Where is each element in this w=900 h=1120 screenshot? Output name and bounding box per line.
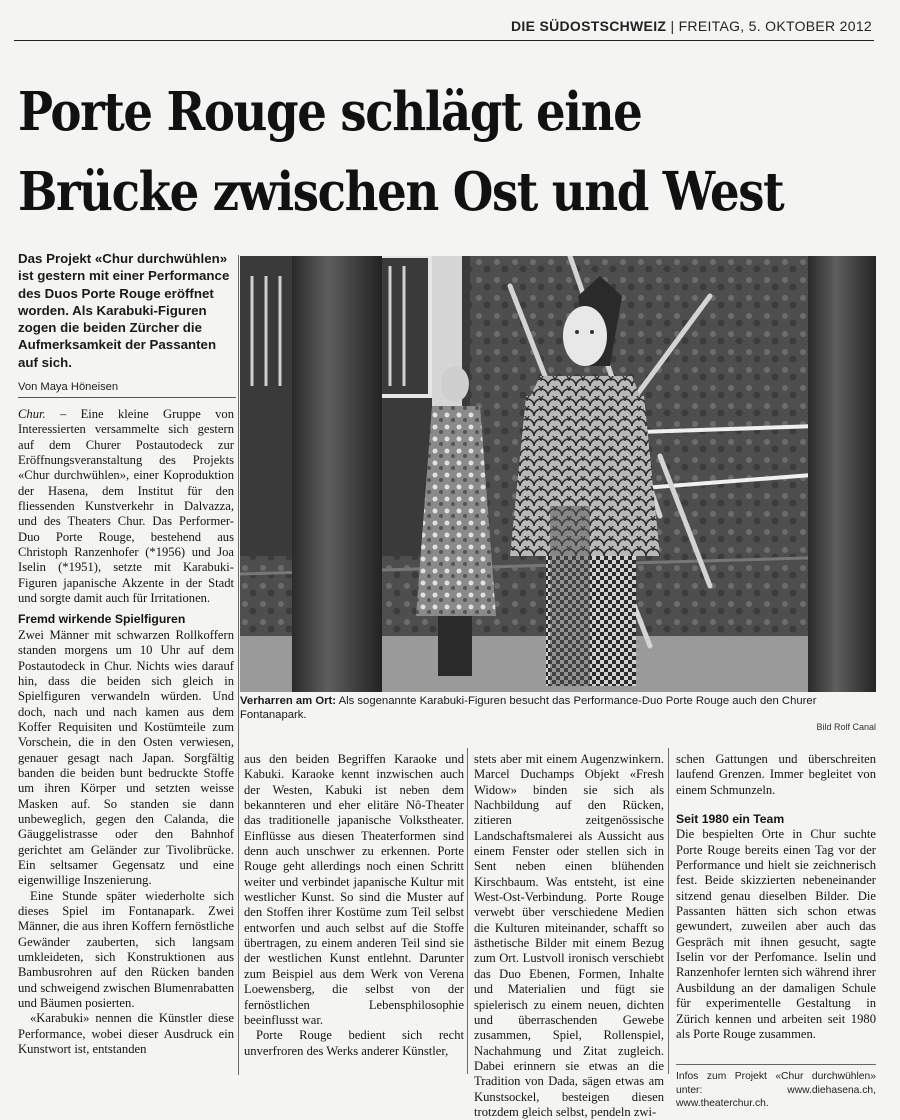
masthead: [511, 18, 872, 34]
paragraph: – Eine kleine Gruppe von Interessierten versammelte sich gestern auf dem Churer Postautodeck zur Eröffnungsveranstaltung des Projekts «Chur durchwühlen», einer Koproduktion der Hasena, dem Institut für den fliessenden Kunstverkehr in Dalvazza, und des Theaters Chur. Das Performer-Duo Porte Rouge, bestehend aus Christoph Ranzenhofer (*1956) und Joa Iselin (*1951), setzte mit Karabuki-Figuren japanische Akzente in der Stadt und sorgte damit auch für Irritationen.: [18, 407, 234, 606]
photo-caption: [240, 694, 876, 722]
photo-credit: Bild Rolf Canal: [816, 722, 876, 732]
paragraph: Die bespielten Orte in Chur suchte Porte Rouge bereits einen Tag vor der Performance und hielt sie zeichnerisch fest. Beide skizzierten nebeneinander sitzend genau dieselben Bilder. Die Passanten hätten sich schon etwas gewundert, zuweilen aber auch das Gespräch mit ihnen gesucht, sagte Iselin vor der Perfomance. Iselin und Ranzenhofer lernten sich während ihrer Ausbildung an der damaligen Schule für experimentelle Gestaltung in Zürich kennen und arbeiten seit 1980 als Porte Rouge zusammen.: [676, 827, 876, 1041]
caption-title: Verharren am Ort:: [240, 695, 337, 707]
dateline: Chur.: [18, 407, 46, 421]
newspaper-name: DIE SÜDOSTSCHWEIZ: [511, 18, 667, 34]
article-photo: [240, 256, 876, 692]
article-lead: Das Projekt «Chur durchwühlen» ist gestern mit einer Performance des Duos Porte Rouge eröffnet worden. Als Karabuki-Figuren zogen die beiden Zürcher die Aufmerksamkeit der Passanten auf sich.: [18, 251, 230, 370]
paragraph: aus den beiden Begriffen Karaoke und Kabuki. Karaoke kennt inzwischen auch der Westen, Kabuki ist neben dem bekannteren und eher elitäre Nô-Theater das traditionelle japanische Volkstheater. Einflüsse aus diesen Theaterformen sind denn auch unschwer zu erkennen. Porte Rouge geht allerdings noch einen Schritt weiter und verbindet japanische Kultur mit westlicher Kunst. So sind die Muster auf den Stoffen ihrer Kostüme zum Teil selbst entworfen und auch selbst auf die Stoffe übertragen, zu einem anderen Teil sind sie der westlichen Kunst entlehnt. Darunter zum Beispiel aus dem Werk von Verena Loewensberg, die selbst von der fernöstlichen Lebensphilosophie beeinflusst war.: [244, 752, 464, 1027]
photo-illustration: [240, 256, 876, 692]
subheading: Fremd wirkende Spielfiguren: [18, 612, 186, 627]
paragraph: Zwei Männer mit schwarzen Rollkoffern standen morgens um 10 Uhr auf dem Postautodeck in Chur. Nichts wies darauf hin, dass die beiden sich gleich in Spielfiguren verwandeln würden. Und doch, nach und nach kamen aus dem Koffer Requisiten und Kostümteile zum Vorschein, die in den Osten verwiesen, genauer gesagt nach Japan. Sorgfältig banden die beiden bunt bedruckte Stoffe um ihren Körper und setzten weisse Masken auf. So standen sie dann unbeweglich, gegen den Calanda, die Gäuggelistrasse oder den Bahnhof gerichtet am Geländer zur Tivolibrücke. Ein seltsamer Gegensatz und eine eigenwillige Inszenierung.: [18, 627, 234, 888]
article-headline: [18, 72, 784, 232]
paragraph: «Karabuki» nennen die Künstler diese Performance, wobei dieser Ausdruck ein Kunstwort ist, entstanden: [18, 1011, 234, 1057]
paragraph: Porte Rouge bedient sich recht unverfroren des Werks anderer Künstler,: [244, 1028, 464, 1058]
article-column-3: [474, 752, 664, 1120]
project-info: Infos zum Projekt «Chur durchwühlen» unter: www.diehasena.ch, www.theaterchur.ch.: [676, 1064, 876, 1111]
subheading: Seit 1980 ein Team: [676, 812, 785, 827]
article-column-1: [18, 407, 234, 1057]
masthead-separator: |: [670, 18, 675, 34]
column-rule: [467, 748, 468, 1074]
article-column-4: [676, 752, 876, 1111]
paragraph: schen Gattungen und überschreiten laufend Grenzen. Immer begleitet von einem Schmunzeln.: [676, 752, 876, 797]
paragraph: stets aber mit einem Augenzwinkern. Marcel Duchamps Objekt «Fresh Widow» binden sie sich als Nachbildung auf den Rücken, zitieren zeitgenössische Landschaftsmalerei als Aussicht aus einem Fenster oder stellen sich in Sent neben einen blühenden Kirschbaum. Was entsteht, ist eine West-Ost-Verbindung. Porte Rouge verwebt über verschiedene Medien die Kulturen miteinander, schafft so ästhetische Bilder mit einem Bezug zum Ort. Lustvoll ironisch verschiebt das Duo Ebenen, Formen, Inhalte und Materialien und fügt sie spielerisch zu einem neuen, dichten und überraschenden Gewebe zusammen, Spiel, Rollenspiel, Nachahmung und Zitat zugleich. Dabei erinnern sie etwas an die Tradition von Dada, sägen etwas am Kunstsockel, besteigen diesen trotzdem gleich selbst, pendeln zwi-: [474, 752, 664, 1119]
article-column-2: [244, 752, 464, 1059]
page-header: [14, 14, 874, 41]
paragraph: Eine Stunde später wiederholte sich dieses Spiel im Fontanapark. Zwei Männer, die aus ihren Koffern fernöstliche Gewänder zauberten, sich langsam umkleideten, sich Konstruktionen aus Bambusrohren auf den Rücken banden und schweigend zwischen Blumenrabatten und Bäumen posierten.: [18, 888, 234, 1011]
column-rule: [668, 748, 669, 1074]
byline: Von Maya Höneisen: [18, 381, 236, 398]
headline-line-2: Brücke zwischen Ost und West: [18, 161, 784, 223]
headline-line-1: Porte Rouge schlägt eine: [18, 81, 642, 143]
caption-text: Als sogenannte Karabuki-Figuren besucht das Performance-Duo Porte Rouge auch den Churer Fontanapark.: [240, 695, 817, 721]
issue-date: FREITAG, 5. OKTOBER 2012: [678, 18, 872, 34]
column-rule: [238, 255, 239, 1075]
